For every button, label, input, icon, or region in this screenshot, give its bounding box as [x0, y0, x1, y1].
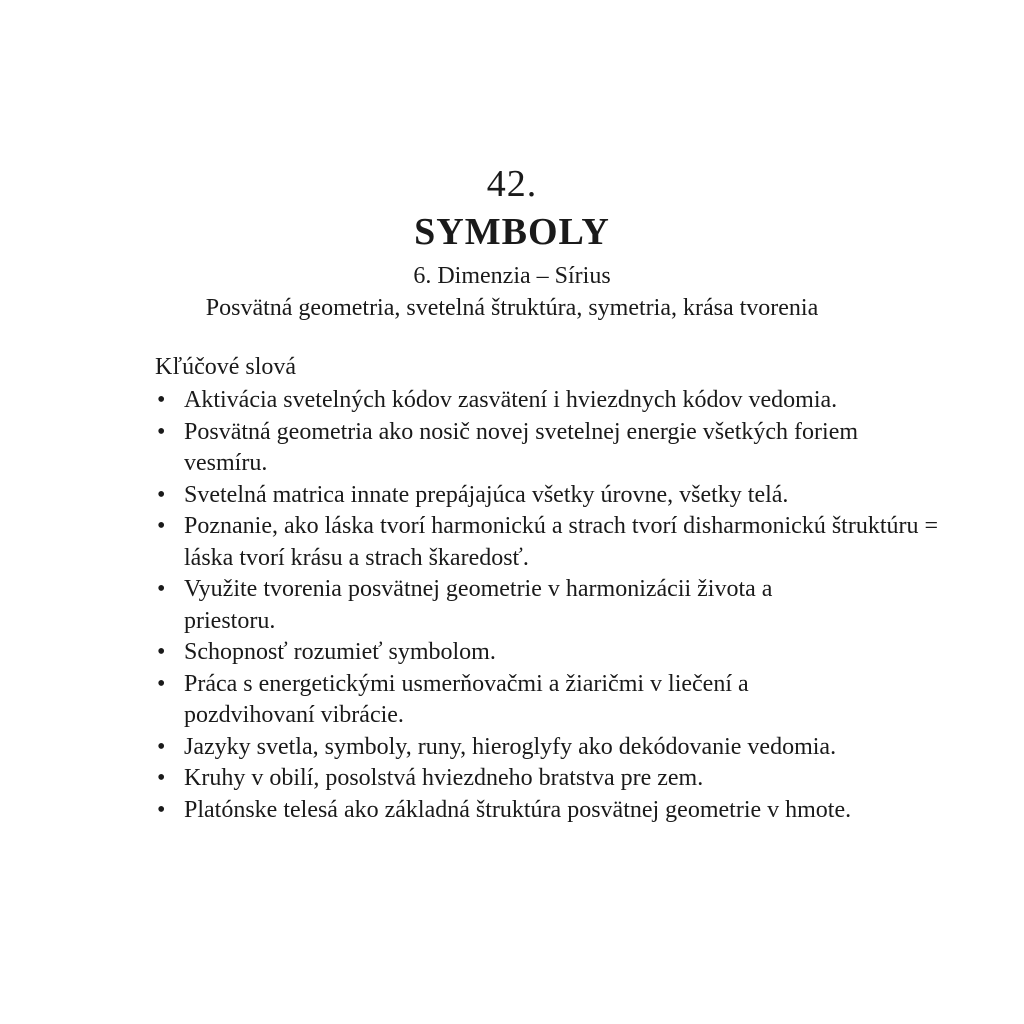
card-title: SYMBOLY	[414, 211, 610, 253]
bullet-icon: •	[157, 765, 166, 791]
bullet-icon: •	[157, 387, 166, 413]
keyword-text: Kruhy v obilí, posolstvá hviezdneho bratstva pre zem.	[184, 765, 704, 791]
bullet-icon: •	[157, 639, 166, 665]
bullet-icon: •	[157, 481, 166, 508]
keyword-text: Aktivácia svetelných kódov zasvätení i hviezdnych kódov vedomia.	[184, 387, 838, 413]
keyword-item	[155, 480, 915, 512]
keyword-text: Využite tvorenia posvätnej geometrie v harmonizácii života a priestoru.	[184, 576, 773, 634]
bullet-icon: •	[157, 576, 166, 602]
keyword-item	[155, 637, 915, 669]
bullet-icon: •	[157, 513, 166, 539]
keywords-heading: Kľúčové slová	[155, 354, 297, 380]
keywords-section	[155, 352, 939, 826]
keyword-item	[155, 417, 884, 480]
card-dimension: 6. Dimenzia – Sírius	[413, 263, 611, 289]
keyword-text: Posvätná geometria ako nosič novej svetelnej energie všetkých foriem vesmíru.	[184, 418, 859, 476]
keyword-item	[155, 669, 824, 732]
keyword-item	[155, 795, 864, 827]
bullet-icon: •	[157, 670, 166, 697]
keyword-text: Práca s energetickými usmerňovačmi a žiaričmi v liečení a pozdvihovaní vibrácie.	[184, 670, 749, 728]
keyword-text: Platónske telesá ako základná štruktúra posvätnej geometrie v hmote.	[184, 796, 852, 823]
keyword-text: Jazyky svetla, symboly, runy, hieroglyfy ako dekódovanie vedomia.	[184, 733, 837, 760]
keyword-text: Svetelná matrica innate prepájajúca všetky úrovne, všetky telá.	[184, 481, 789, 508]
keyword-item	[155, 732, 915, 764]
keyword-text: Poznanie, ako láska tvorí harmonickú a strach tvorí disharmonickú štruktúru = láska tvorí krásu a strach škaredosť.	[184, 513, 939, 571]
card-number: 42.	[486, 163, 538, 205]
keywords-list	[155, 385, 939, 826]
keyword-item	[155, 763, 915, 795]
bullet-icon: •	[157, 733, 166, 760]
keyword-text: Schopnosť rozumieť symbolom.	[184, 639, 496, 665]
bullet-icon: •	[157, 418, 166, 445]
keyword-item	[155, 385, 915, 417]
keyword-item	[155, 511, 939, 574]
keyword-item	[155, 574, 864, 637]
bullet-icon: •	[157, 796, 166, 823]
card-header	[0, 160, 1024, 324]
card-subtitle: Posvätná geometria, svetelná štruktúra, symetria, krása tvorenia	[205, 295, 819, 321]
